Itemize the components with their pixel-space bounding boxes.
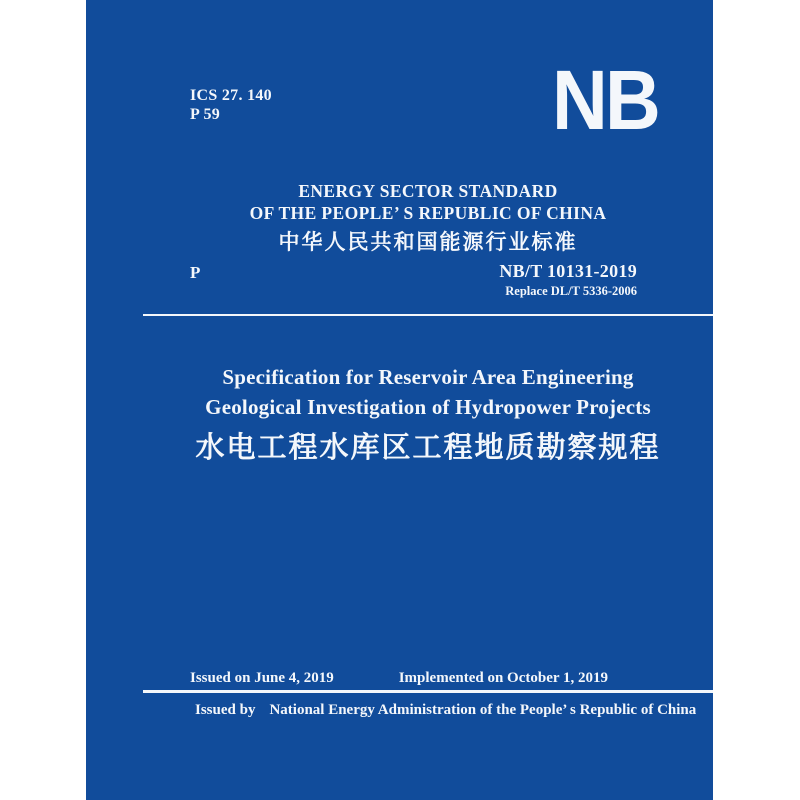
bottom-divider-line bbox=[143, 690, 713, 693]
standard-org-header bbox=[143, 180, 713, 255]
issuer-name: National Energy Administration of the People’ s Republic of China bbox=[269, 702, 697, 718]
org-header-en-line2: OF THE PEOPLE’ S REPUBLIC OF CHINA bbox=[249, 203, 607, 223]
title-cn: 水电工程水库区工程地质勘察规程 bbox=[195, 432, 661, 464]
replaced-standard-note: Replace DL/T 5336-2006 bbox=[505, 284, 637, 298]
standard-title bbox=[143, 362, 713, 465]
org-header-en-line1: ENERGY SECTOR STANDARD bbox=[298, 181, 558, 201]
publisher-row bbox=[195, 702, 696, 719]
class-letter: P bbox=[190, 263, 201, 282]
cover bbox=[86, 0, 713, 800]
document-class-code: P 59 bbox=[190, 106, 221, 123]
title-en-line2: Geological Investigation of Hydropower Projects bbox=[205, 395, 651, 419]
implemented-date: Implemented on October 1, 2019 bbox=[398, 670, 608, 686]
ics-classification bbox=[190, 86, 272, 124]
standard-designation bbox=[499, 261, 637, 299]
standard-number: NB/T 10131-2019 bbox=[499, 261, 637, 281]
nb-logo: NB bbox=[552, 53, 659, 147]
dates-row bbox=[143, 670, 713, 687]
issued-by-label: Issued by bbox=[195, 702, 256, 718]
ics-code: ICS 27. 140 bbox=[190, 87, 272, 104]
org-header-cn: 中华人民共和国能源行业标准 bbox=[278, 230, 578, 254]
issued-date: Issued on June 4, 2019 bbox=[190, 670, 334, 686]
title-en-line1: Specification for Reservoir Area Engineering bbox=[222, 365, 634, 389]
top-divider-line bbox=[143, 314, 713, 316]
